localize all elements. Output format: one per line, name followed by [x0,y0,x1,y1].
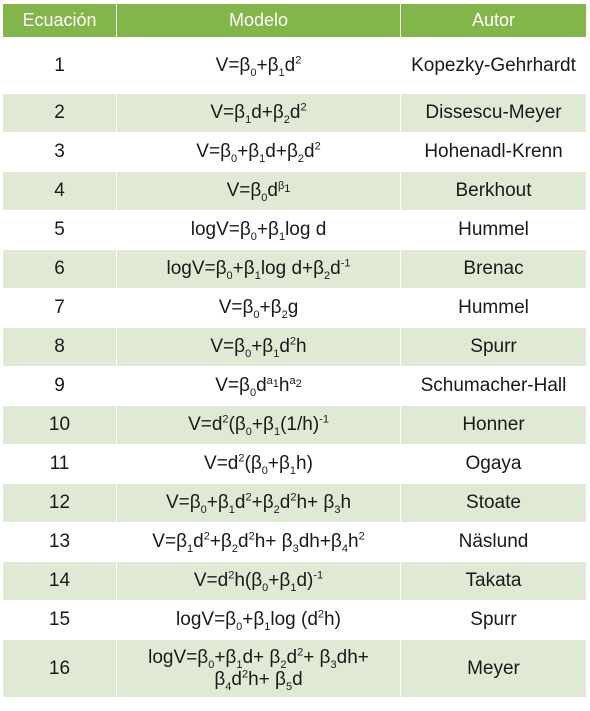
model-formula: $\log V=\beta_0+\beta_1\log$ d [117,211,401,250]
equation-number: 12 [3,484,117,523]
author-name: Hummel [401,211,587,250]
model-formula: $\log V=\beta_0+\beta_1d+ \beta_2d^2+ \beta_3dh+$ $\beta_4d^2h+ \beta_5d$ [117,640,401,698]
equations-table [2,3,587,698]
equation-number: 3 [3,133,117,172]
equation-number: 13 [3,523,117,562]
table-row [3,523,587,562]
header-equation: Ecuación [3,4,117,38]
model-formula: $\log V=\beta_0+\beta_1\log$ $d+\beta_2d^{-1}$ [117,250,401,289]
author-name: Ogaya [401,445,587,484]
author-name: Hohenadl-Krenn [401,133,587,172]
model-formula: $V=\beta_1d+\beta_2d^2$ [117,94,401,133]
equation-number: 1 [3,38,117,94]
table-row [3,328,587,367]
table-row [3,94,587,133]
equation-number: 14 [3,562,117,601]
equation-number: 15 [3,601,117,640]
table-row [3,38,587,94]
table-row [3,211,587,250]
model-formula: $V=\beta_0+\beta_1d^2+\beta_2d^2h+ \beta_3h$ [117,484,401,523]
author-name: Stoate [401,484,587,523]
table-row [3,640,587,698]
model-formula: $V=d^2h(\beta_0+\beta_1d)^{-1}$ [117,562,401,601]
model-formula: $V=\beta_0+\beta_1d+\beta_2d^2$ [117,133,401,172]
equation-number: 6 [3,250,117,289]
equation-number: 7 [3,289,117,328]
model-formula: $V=\beta_0d^{a_1}h^{a_2}$ [117,367,401,406]
equation-number: 5 [3,211,117,250]
header-author: Autor [401,4,587,38]
table-row [3,562,587,601]
equation-number: 8 [3,328,117,367]
author-name: Takata [401,562,587,601]
model-formula: $V=\beta_1d^2+\beta_2d^2h+ \beta_3dh+\beta_4h^2$ [117,523,401,562]
author-name: Näslund [401,523,587,562]
model-formula: $V=\beta_0+\beta_1d^2h$ [117,328,401,367]
equation-number: 16 [3,640,117,698]
model-formula: $V=\beta_0+\beta_1d^2$ [117,38,401,94]
author-name: Brenac [401,250,587,289]
table-row [3,484,587,523]
table-row [3,367,587,406]
author-name: Honner [401,406,587,445]
model-formula: $\log V=\beta_0+\beta_1\log$ $(d^2h)$ [117,601,401,640]
author-name: Spurr [401,601,587,640]
author-name: Berkhout [401,172,587,211]
equation-number: 2 [3,94,117,133]
table-row [3,172,587,211]
table-row [3,133,587,172]
table-row [3,445,587,484]
table-row [3,250,587,289]
model-formula: $V=d^2(\beta_0+\beta_1h)$ [117,445,401,484]
model-formula: $V=d^2(\beta_0+\beta_1(1/h)^{-1}$ [117,406,401,445]
author-name: Meyer [401,640,587,698]
model-formula: $V=\beta_0d^{\beta_1}$ [117,172,401,211]
equation-number: 4 [3,172,117,211]
table-row [3,601,587,640]
table-row [3,406,587,445]
author-name: Dissescu-Meyer [401,94,587,133]
author-name: Hummel [401,289,587,328]
equation-number: 11 [3,445,117,484]
model-formula: $V=\beta_0+\beta_2g$ [117,289,401,328]
equation-number: 9 [3,367,117,406]
header-row [3,4,587,38]
author-name: Kopezky-Gehrhardt [401,38,587,94]
header-model: Modelo [117,4,401,38]
author-name: Spurr [401,328,587,367]
table-row [3,289,587,328]
author-name: Schumacher-Hall [401,367,587,406]
equation-number: 10 [3,406,117,445]
